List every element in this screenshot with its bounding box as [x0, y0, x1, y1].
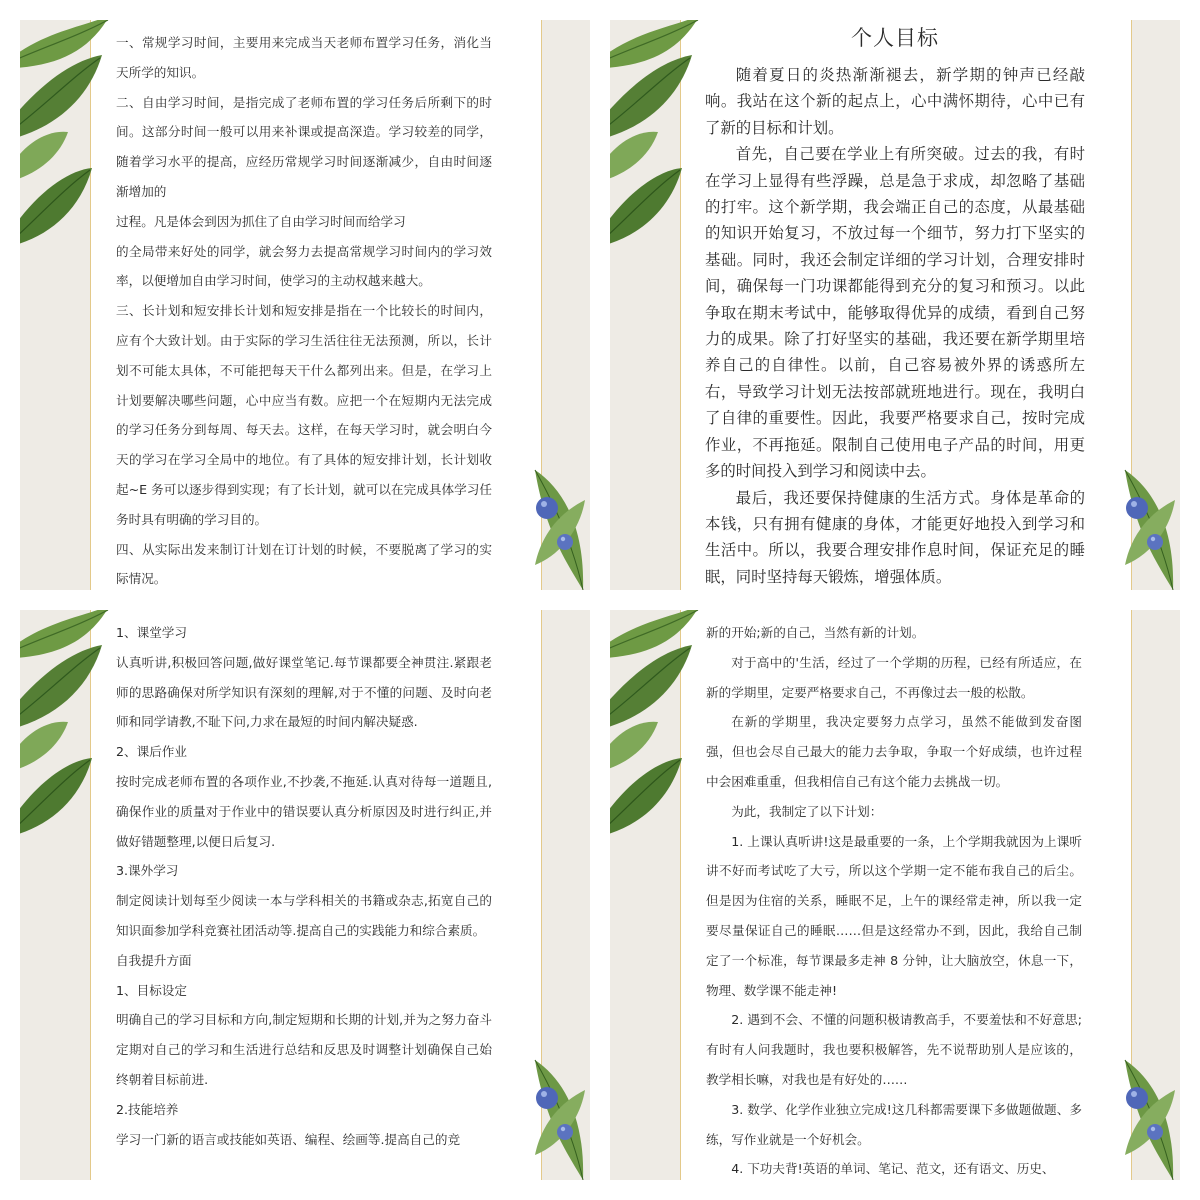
leaf-decoration-icon [20, 610, 120, 850]
document-page-2 [610, 20, 1180, 590]
paragraph: 明确自己的学习目标和方向,制定短期和长期的计划,并为之努力奋斗定期对自己的学习和生活进行总结和反思及时调整计划确保自己始终朝着目标前进. [116, 1012, 492, 1087]
document-page-3 [20, 610, 590, 1180]
paragraph: 2、课后作业 [116, 744, 187, 760]
leaf-decoration-icon [20, 20, 120, 260]
paragraph: 3. 数学、化学作业独立完成!这几科都需要课下多做题做题、多练，写作业就是一个好机会。 [706, 1101, 1082, 1147]
berry-decoration-icon [1110, 460, 1180, 590]
page-text [705, 20, 1085, 590]
paragraph: 随着夏日的炎热渐渐褪去，新学期的钟声已经敲响。我站在这个新的起点上，心中满怀期待，心中已有了新的目标和计划。 [705, 66, 1085, 137]
berry-decoration-icon [520, 1050, 590, 1180]
paragraph: 四、从实际出发来制订计划在订计划的时候，不要脱离了学习的实际情况。 [116, 541, 492, 587]
paragraph: 最后，我还要保持健康的生活方式。身体是革命的本钱，只有拥有健康的身体，才能更好地投入到学习和生活中。所以，我要合理安排作息时间，保证充足的睡眠，同时坚持每天锻炼，增强体质。 [705, 488, 1085, 586]
paragraph: 按时完成老师布置的各项作业,不抄袭,不拖延.认真对待每一道题且,确保作业的质量对于作业中的错误要认真分析原因及时进行纠正,并做好错题整理,以便日后复习. [116, 773, 492, 849]
paragraph: 1、目标设定 [116, 982, 187, 998]
paragraph: 自我提升方面 [116, 952, 192, 968]
page-text [116, 618, 492, 1154]
document-page-1 [20, 20, 590, 590]
paragraph: 一、常规学习时间，主要用来完成当天老师布置学习任务，消化当天所学的知识。 [116, 35, 492, 80]
paragraph: 制定阅读计划每至少阅读一本与学科相关的书籍或杂志,拓宽自己的知识面参加学科竞赛社团活动等.提高自己的实践能力和综合素质。 [116, 893, 492, 938]
leaf-decoration-icon [610, 610, 710, 850]
paragraph: 学习一门新的语言或技能如英语、编程、绘画等.提高自己的竞 [116, 1131, 461, 1147]
berry-decoration-icon [1110, 1050, 1180, 1180]
paragraph: 对于高中的'生活，经过了一个学期的历程，已经有所适应，在新的学期里，定要严格要求自己，不再像过去一般的松散。 [706, 654, 1082, 700]
paragraph: 2.技能培养 [116, 1101, 179, 1117]
paragraph: 首先，自己要在学业上有所突破。过去的我，有时在学习上显得有些浮躁，总是急于求成，却忽略了基础的打牢。这个新学期，我会端正自己的态度，从最基础的知识开始复习，不放过每一个细节，努力打下坚实的基础。同时，我还会制定详细的学习计划，合理安排时间，确保每一门功课都能得到充分的复习和预习。以此争取在期末考试中，能够取得优异的成绩，看到自己努力的成果。除了打好坚实的基础，我还要在新学期里培养自己的自律性。以前，自己容易被外界的诱惑所左右，导致学习计划无法按部就班地进行。现在，我明白了自律的重要性。因此，我要严格要求自己，按时完成作业，不再拖延。限制自己使用电子产品的时间，用更多的时间投入到学习和阅读中去。 [705, 145, 1085, 481]
leaf-decoration-icon [610, 20, 710, 260]
document-page-4 [610, 610, 1180, 1180]
paragraph: 1、课堂学习 [116, 625, 187, 640]
berry-decoration-icon [520, 460, 590, 590]
paragraph: 的全局带来好处的同学，就会努力去提高常规学习时间内的学习效率，以便增加自由学习时间，使学习的主动权越来越大。 [116, 243, 492, 289]
page-text [706, 618, 1082, 1180]
paragraph: 4. 下功夫背!英语的单词、笔记、范文，还有语文、历史、 [731, 1161, 1055, 1177]
page-title: 个人目标 [851, 26, 939, 50]
paragraph: 1. 上课认真听讲!这是最重要的一条，上个学期我就因为上课听讲不好而考试吃了大亏，所以这个学期一定不能布我自己的后尘。但是因为住宿的关系，睡眠不足，上午的课经常走神，所以我一定要尽量保证自己的睡眠……但是这经常办不到，因此，我给自己制定了一个标准，每节课最多走神 8 分钟，让大脑放空，休息一下，物理、数学课不能走神! [706, 833, 1082, 998]
paragraph: 三、长计划和短安排长计划和短安排是指在一个比较长的时间内，应有个大致计划。由于实际的学习生活往往无法预测，所以，长计划不可能太具体，不可能把每天干什么都列出来。但是，在学习上计划要解决哪些问题，心中应当有数。应把一个在短期内无法完成的学习任务分到每周、每天去。这样，在每天学习时，就会明白今天的学习在学习全局中的地位。有了具体的短安排计划，长计划收起~E 务可以逐步得到实现；有了长计划，就可以在完成具体学习任务时具有明确的学习目的。 [116, 303, 492, 527]
paragraph: 3.课外学习 [116, 863, 179, 879]
paragraph: 过程。凡是体会到因为抓住了自由学习时间而给学习 [116, 213, 406, 229]
paragraph: 2. 遇到不会、不懂的问题积极请教高手，不要羞怯和不好意思;有时有人问我题时，我也要积极解答，先不说帮助别人是应该的，教学相长嘛，对我也是有好处的…… [706, 1012, 1082, 1087]
paragraph: 认真听讲,积极回答问题,做好课堂笔记.每节课都要全神贯注.紧跟老师的思路确保对所学知识有深刻的理解,对于不懂的问题、及时向老师和同学请教,不耻下问,力求在最短的时间内解决疑惑. [116, 654, 492, 730]
paragraph: 为此，我制定了以下计划： [731, 803, 883, 819]
page-text [116, 28, 492, 590]
paragraph: 新的开始;新的自己，当然有新的计划。 [706, 625, 925, 640]
paragraph: 二、自由学习时间，是指完成了老师布置的学习任务后所剩下的时间。这部分时间一般可以用来补课或提高深造。学习较差的同学，随着学习水平的提高，应经历常规学习时间逐渐减少，自由时间逐渐增加的 [116, 94, 492, 199]
paragraph: 在新的学期里，我决定要努力点学习，虽然不能做到发奋图强，但也会尽自己最大的能力去争取，争取一个好成绩，也许过程中会困难重重，但我相信自己有这个能力去挑战一切。 [706, 714, 1082, 789]
